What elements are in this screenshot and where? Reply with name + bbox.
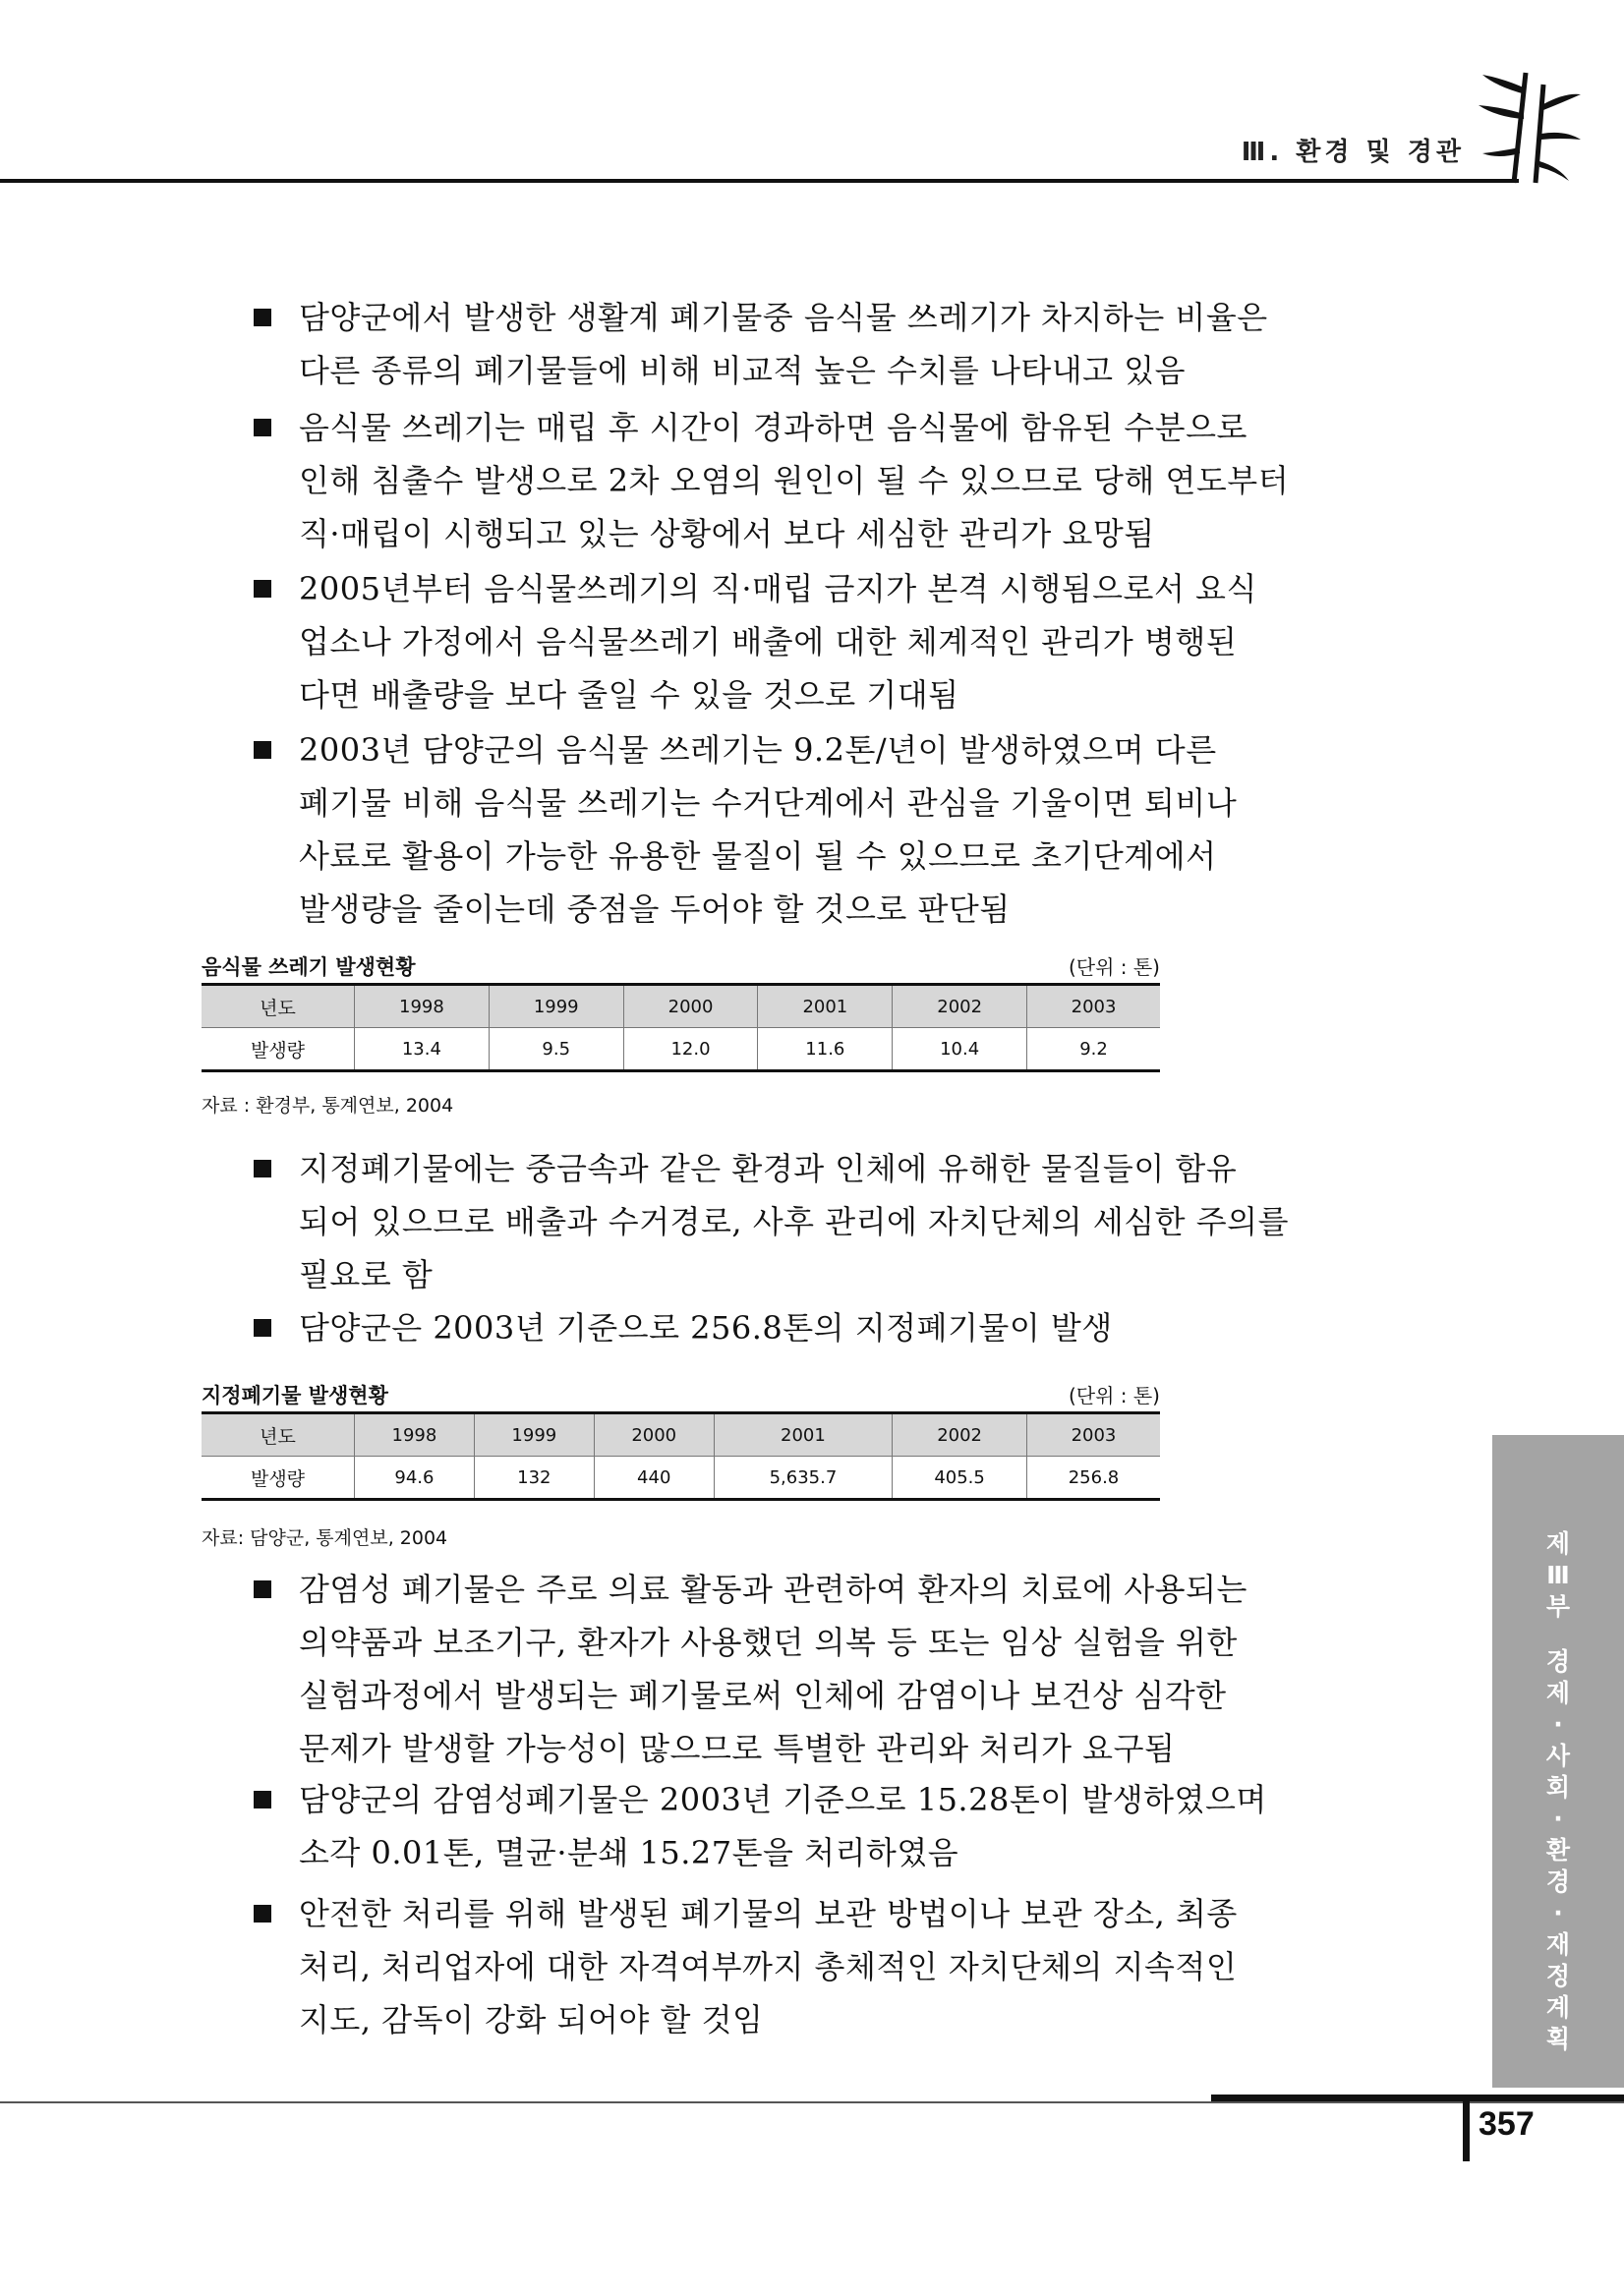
table-header-row xyxy=(202,1413,1160,1457)
chapter-side-tab xyxy=(1492,1435,1624,2088)
bullet-line: 감염성 폐기물은 주로 의료 활동과 관련하여 환자의 치료에 사용되는 xyxy=(299,1571,1247,1608)
bullet-item xyxy=(254,1773,1267,1879)
bullet-line: 다면 배출량을 보다 줄일 수 있을 것으로 기대됨 xyxy=(299,676,959,714)
bullet-item xyxy=(254,1887,1238,2046)
table-source: 자료 : 환경부, 통계연보, 2004 xyxy=(202,1095,454,1117)
bullet-line: 업소나 가정에서 음식물쓰레기 배출에 대한 체계적인 관리가 병행된 xyxy=(299,623,1238,660)
bullet-item xyxy=(254,562,1257,721)
table-header-cell: 2002 xyxy=(893,1413,1027,1457)
table-header-cell: 1998 xyxy=(355,985,490,1028)
side-tab-char: Ⅲ xyxy=(1546,1561,1570,1589)
bullet-line: 직·매립이 시행되고 있는 상황에서 보다 세심한 관리가 요망됨 xyxy=(299,515,1155,552)
bullet-square-icon xyxy=(254,741,271,759)
table-cell: 11.6 xyxy=(758,1028,893,1071)
page-number: 357 xyxy=(1479,2105,1535,2143)
bullet-line: 문제가 발생할 가능성이 많으므로 특별한 관리와 처리가 요구됨 xyxy=(299,1730,1176,1767)
bullet-line: 담양군의 감염성폐기물은 2003년 기준으로 15.28톤이 발생하였으며 xyxy=(299,1781,1267,1818)
side-tab-char: 재 xyxy=(1545,1930,1571,1959)
bullet-item xyxy=(254,291,1268,397)
bullet-line: 2003년 담양군의 음식물 쓰레기는 9.2톤/년이 발생하였으며 다른 xyxy=(299,731,1217,769)
table-cell: 10.4 xyxy=(893,1028,1027,1071)
side-tab-char: 제 xyxy=(1545,1679,1571,1707)
bullet-line: 담양군에서 발생한 생활계 폐기물중 음식물 쓰레기가 차지하는 비율은 xyxy=(299,299,1268,336)
side-tab-char: · xyxy=(1553,1805,1563,1833)
table-header-cell: 2000 xyxy=(594,1413,714,1457)
table-cell: 발생량 xyxy=(202,1457,355,1500)
bullet-line: 필요로 함 xyxy=(299,1256,434,1293)
side-tab-char: 획 xyxy=(1545,2025,1571,2053)
bullet-line: 지도, 감독이 강화 되어야 할 것임 xyxy=(299,2001,764,2038)
designated-waste-table xyxy=(202,1411,1160,1501)
page-number-bar xyxy=(1463,2096,1470,2161)
table-header-cell: 1998 xyxy=(355,1413,475,1457)
side-tab-char: 환 xyxy=(1545,1836,1571,1865)
bamboo-logo xyxy=(1475,65,1583,187)
table-header-cell: 1999 xyxy=(474,1413,594,1457)
table-cell: 440 xyxy=(594,1457,714,1500)
table-unit: (단위 : 톤) xyxy=(1068,1384,1160,1407)
bullet-line: 다른 종류의 폐기물들에 비해 비교적 높은 수치를 나타내고 있음 xyxy=(299,352,1187,389)
table-header-row xyxy=(202,985,1160,1028)
header-divider xyxy=(0,179,1519,183)
bullet-square-icon xyxy=(254,1905,271,1923)
bullet-square-icon xyxy=(254,1160,271,1177)
table-cell: 12.0 xyxy=(623,1028,758,1071)
side-tab-char: · xyxy=(1553,1710,1563,1739)
table-cell: 13.4 xyxy=(355,1028,490,1071)
table-cell: 9.2 xyxy=(1079,1038,1108,1060)
bullet-line: 2005년부터 음식물쓰레기의 직·매립 금지가 본격 시행됨으로서 요식 xyxy=(299,570,1257,607)
table-header-cell: 2003 xyxy=(1026,1413,1160,1457)
table-cell: 5,635.7 xyxy=(714,1457,893,1500)
bullet-line: 인해 침출수 발생으로 2차 오염의 원인이 될 수 있으므로 당해 연도부터 xyxy=(299,462,1290,499)
bullet-item xyxy=(254,723,1238,936)
table-header-cell: 2003 xyxy=(1027,985,1160,1028)
table-header-cell: 년도 xyxy=(202,1413,355,1457)
table-row xyxy=(202,1457,1160,1500)
bullet-line: 소각 0.01톤, 멸균·분쇄 15.27톤을 처리하였음 xyxy=(299,1834,959,1871)
table-header-cell: 2000 xyxy=(623,985,758,1028)
side-tab-char: 계 xyxy=(1545,1993,1571,2022)
side-tab-char: 경 xyxy=(1545,1867,1571,1896)
bullet-square-icon xyxy=(254,580,271,598)
bullet-square-icon xyxy=(254,1791,271,1808)
side-tab-char: · xyxy=(1553,1899,1563,1927)
chapter-header-title: Ⅲ. 환경 및 경관 xyxy=(1241,138,1465,167)
table-header-cell: 2002 xyxy=(893,985,1027,1028)
table-header-cell: 1999 xyxy=(489,985,623,1028)
side-tab-char: 제 xyxy=(1545,1529,1571,1558)
footer-divider xyxy=(0,2101,1624,2103)
table-cell: 9.5 xyxy=(489,1028,623,1071)
bullet-line: 발생량을 줄이는데 중점을 두어야 할 것으로 판단됨 xyxy=(299,890,1011,928)
table-cell: 132 xyxy=(474,1457,594,1500)
table-source: 자료: 담양군, 통계연보, 2004 xyxy=(202,1527,448,1549)
bullet-item xyxy=(254,401,1290,560)
bullet-line: 지정폐기물에는 중금속과 같은 환경과 인체에 유해한 물질들이 함유 xyxy=(299,1150,1238,1187)
bullet-square-icon xyxy=(254,309,271,326)
side-tab-char: 회 xyxy=(1545,1773,1571,1802)
bullet-square-icon xyxy=(254,1319,271,1337)
bullet-line: 사료로 활용이 가능한 유용한 물질이 될 수 있으므로 초기단계에서 xyxy=(299,837,1217,875)
table-unit: (단위 : 톤) xyxy=(1068,955,1160,979)
table-cell: 405.5 xyxy=(893,1457,1027,1500)
table-cell: 94.6 xyxy=(355,1457,475,1500)
side-tab-char xyxy=(1538,1623,1578,1646)
bullet-item xyxy=(254,1301,1178,1354)
bullet-line: 처리, 처리업자에 대한 자격여부까지 총체적인 자치단체의 지속적인 xyxy=(299,1948,1238,1985)
side-tab-char: 정 xyxy=(1545,1962,1571,1990)
table-cell: 발생량 xyxy=(202,1028,355,1071)
bullet-square-icon xyxy=(254,1580,271,1598)
side-tab-char: 부 xyxy=(1545,1592,1571,1621)
table-title: 음식물 쓰레기 발생현황 xyxy=(202,955,416,979)
bullet-item xyxy=(254,1563,1247,1775)
side-tab-char: 사 xyxy=(1545,1742,1571,1770)
bullet-item xyxy=(254,1142,1289,1301)
food-waste-table xyxy=(202,983,1160,1072)
table-row xyxy=(202,1028,1160,1071)
table-header-cell: 년도 xyxy=(202,985,355,1028)
bullet-line: 되어 있으므로 배출과 수거경로, 사후 관리에 자치단체의 세심한 주의를 xyxy=(299,1203,1289,1240)
bullet-square-icon xyxy=(254,419,271,436)
table-header-cell: 2001 xyxy=(714,1413,893,1457)
bullet-line: 안전한 처리를 위해 발생된 폐기물의 보관 방법이나 보관 장소, 최종 xyxy=(299,1895,1238,1932)
table-header-cell: 2001 xyxy=(758,985,893,1028)
footer-accent-bar xyxy=(1211,2095,1624,2101)
bullet-line: 의약품과 보조기구, 환자가 사용했던 의복 등 또는 임상 실험을 위한 xyxy=(299,1624,1238,1661)
bullet-line: 실험과정에서 발생되는 폐기물로써 인체에 감염이나 보건상 심각한 xyxy=(299,1677,1227,1714)
side-tab-char: 경 xyxy=(1545,1647,1571,1676)
bullet-line: 담양군은 2003년 기준으로 256.8톤의 지정폐기물이 발생 xyxy=(299,1309,1113,1347)
table-title: 지정폐기물 발생현황 xyxy=(202,1384,388,1407)
table-cell: 256.8 xyxy=(1068,1466,1120,1488)
bullet-line: 폐기물 비해 음식물 쓰레기는 수거단계에서 관심을 기울이면 퇴비나 xyxy=(299,784,1238,822)
bullet-line: 음식물 쓰레기는 매립 후 시간이 경과하면 음식물에 함유된 수분으로 xyxy=(299,409,1247,446)
